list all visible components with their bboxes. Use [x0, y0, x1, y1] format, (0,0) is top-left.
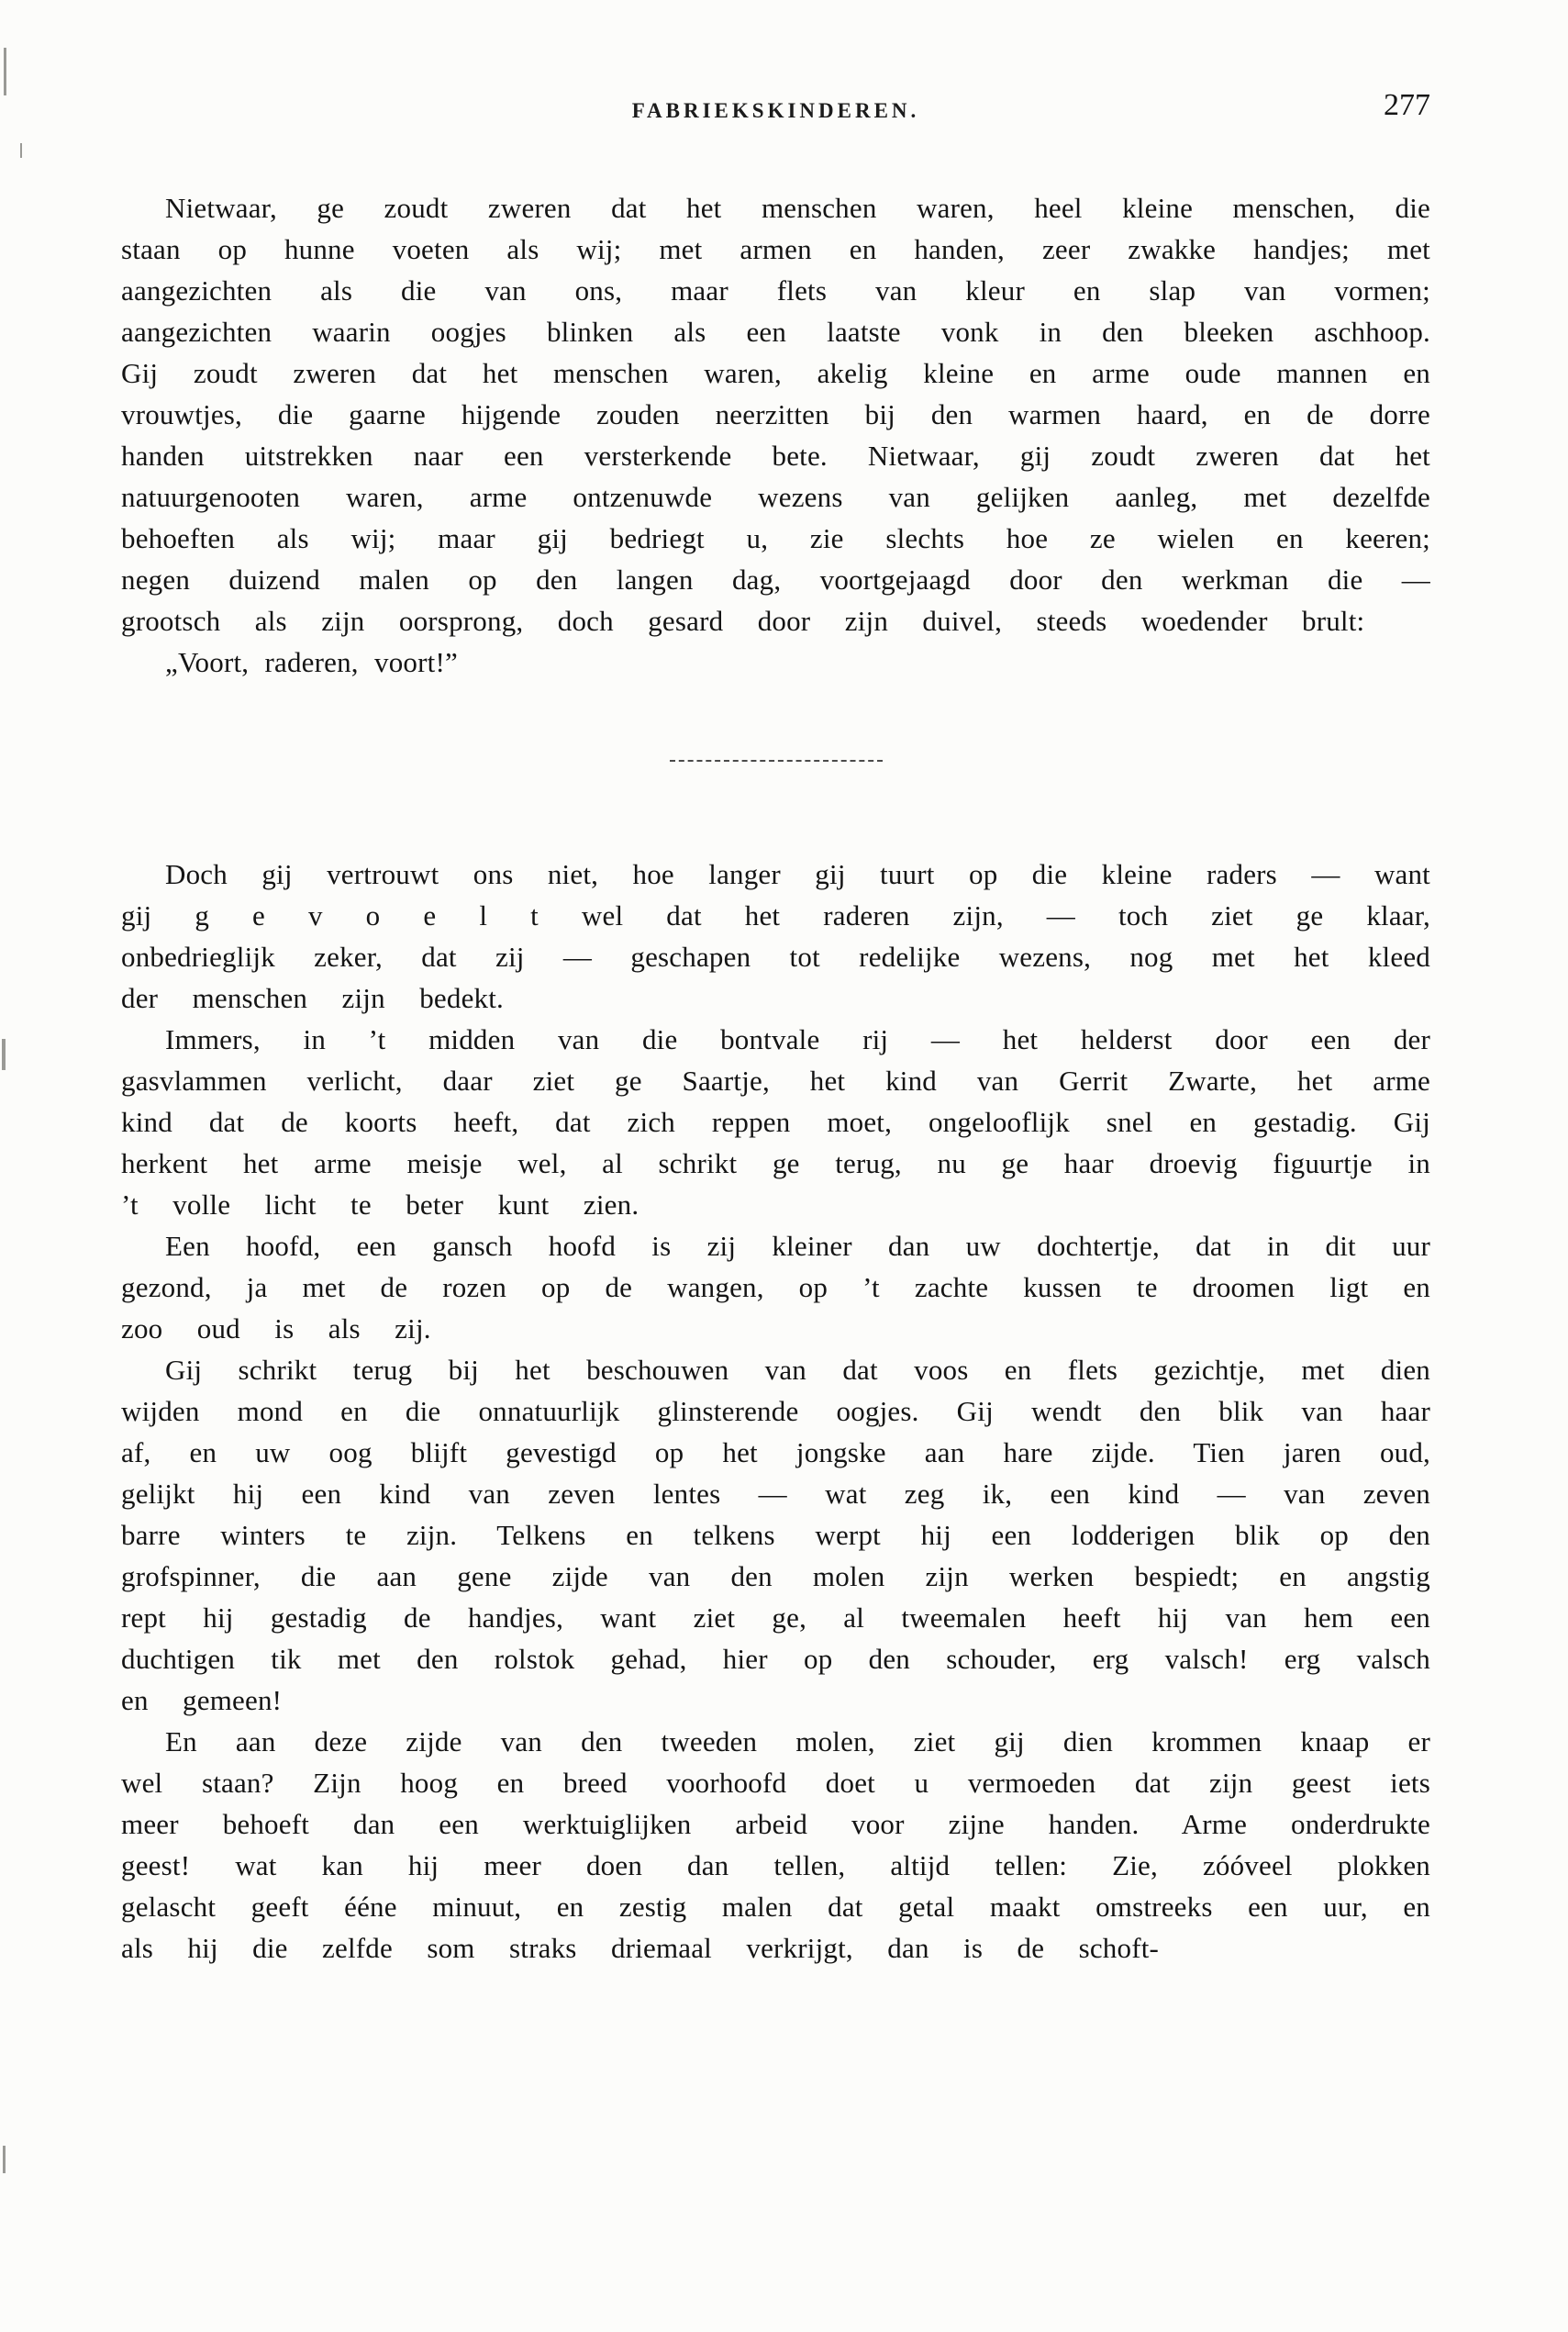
quote-line: „Voort, raderen, voort!”: [165, 646, 458, 678]
paragraph: Doch gij vertrouwt ons niet, hoe langer gij tuurt op die kleine raders — want gij g e v o e l t wel dat het raderen zijn, — toch ziet ge klaar, onbedrieglijk zeker, dat zij — geschapen tot redelijke wezens, nog met het kleed der menschen zijn bedekt.: [121, 858, 1430, 1014]
section-divider: [670, 760, 883, 762]
scan-artifact: [4, 48, 6, 95]
paragraph: En aan deze zijde van den tweeden molen, ziet gij dien krommen knaap er wel staan? Zijn hoog en breed voorhoofd doet u vermoeden dat zijn geest iets meer behoeft dan een werktuiglijken arbeid voor zijne handen. Arme onderdrukte geest! wat kan hij meer doen dan tellen, altijd tellen: Zie, zóóveel plokken gelascht geeft ééne minuut, en zestig malen dat getal maakt omstreeks een uur, en als hij die zelfde som straks driemaal verkrijgt, dan is de schoft-: [121, 1725, 1430, 1964]
page-number: 277: [1384, 88, 1430, 122]
paragraph: Gij schrikt terug bij het beschouwen van dat voos en flets gezichtje, met dien wijden mond en die onnatuurlijk glinsterende oogjes. Gij wendt den blik van haar af, en uw oog blijft gevestigd op het jongske aan hare zijde. Tien jaren oud, gelijkt hij een kind van zeven lentes — wat zeg ik, een kind — van zeven barre winters te zijn. Telkens en telkens werpt hij een lodderigen blik op den grofspinner, die aan gene zijde van den molen zijn werken bespiedt; en angstig rept hij gestadig de handjes, want ziet ge, al tweemalen heeft hij van hem een duchtigen tik met den rolstok gehad, hier op den schouder, erg valsch! erg valsch en gemeen!: [121, 1354, 1430, 1716]
paragraph: Nietwaar, ge zoudt zweren dat het menschen waren, heel kleine menschen, die staan op hunne voeten als wij; met armen en handen, zeer zwakke handjes; met aangezichten als die van ons, maar flets van kleur en slap van vormen; aangezichten waarin oogjes blinken als een laatste vonk in den bleeken aschhoop. Gij zoudt zweren dat het menschen waren, akelig kleine en arme oude mannen en vrouwtjes, die gaarne hijgende zouden neerzitten bij den warmen haard, en de dorre handen uitstrekken naar een versterkende bete. Nietwaar, gij zoudt zweren dat het natuurgenooten waren, arme ontzenuwde wezens van gelijken aanleg, met dezelfde behoeften als wij; maar gij bedriegt u, zie slechts hoe ze wielen en keeren; negen duizend malen op den langen dag, voortgejaagd door den werkman die — grootsch als zijn oorsprong, doch gesard door zijn duivel, steeds woedender brult:: [121, 192, 1430, 637]
running-title: FABRIEKSKINDEREN.: [631, 99, 920, 122]
scan-artifact: [3, 2146, 6, 2173]
scan-artifact: [20, 143, 22, 158]
page-header: [121, 88, 1430, 128]
scan-artifact: [2, 1039, 6, 1070]
paragraph: Een hoofd, een gansch hoofd is zij kleiner dan uw dochtertje, dat in dit uur gezond, ja met de rozen op de wangen, op ’t zachte kussen te droomen ligt en zoo oud is als zij.: [121, 1230, 1430, 1345]
paragraph: Immers, in ’t midden van die bontvale rij — het helderst door een der gasvlammen verlicht, daar ziet ge Saartje, het kind van Gerrit Zwarte, het arme kind dat de koorts heeft, dat zich reppen moet, ongelooflijk snel en gestadig. Gij herkent het arme meisje wel, al schrikt ge terug, nu ge haar droevig figuurtje in ’t volle licht te beter kunt zien.: [121, 1023, 1430, 1221]
text-block: [121, 187, 1430, 1969]
